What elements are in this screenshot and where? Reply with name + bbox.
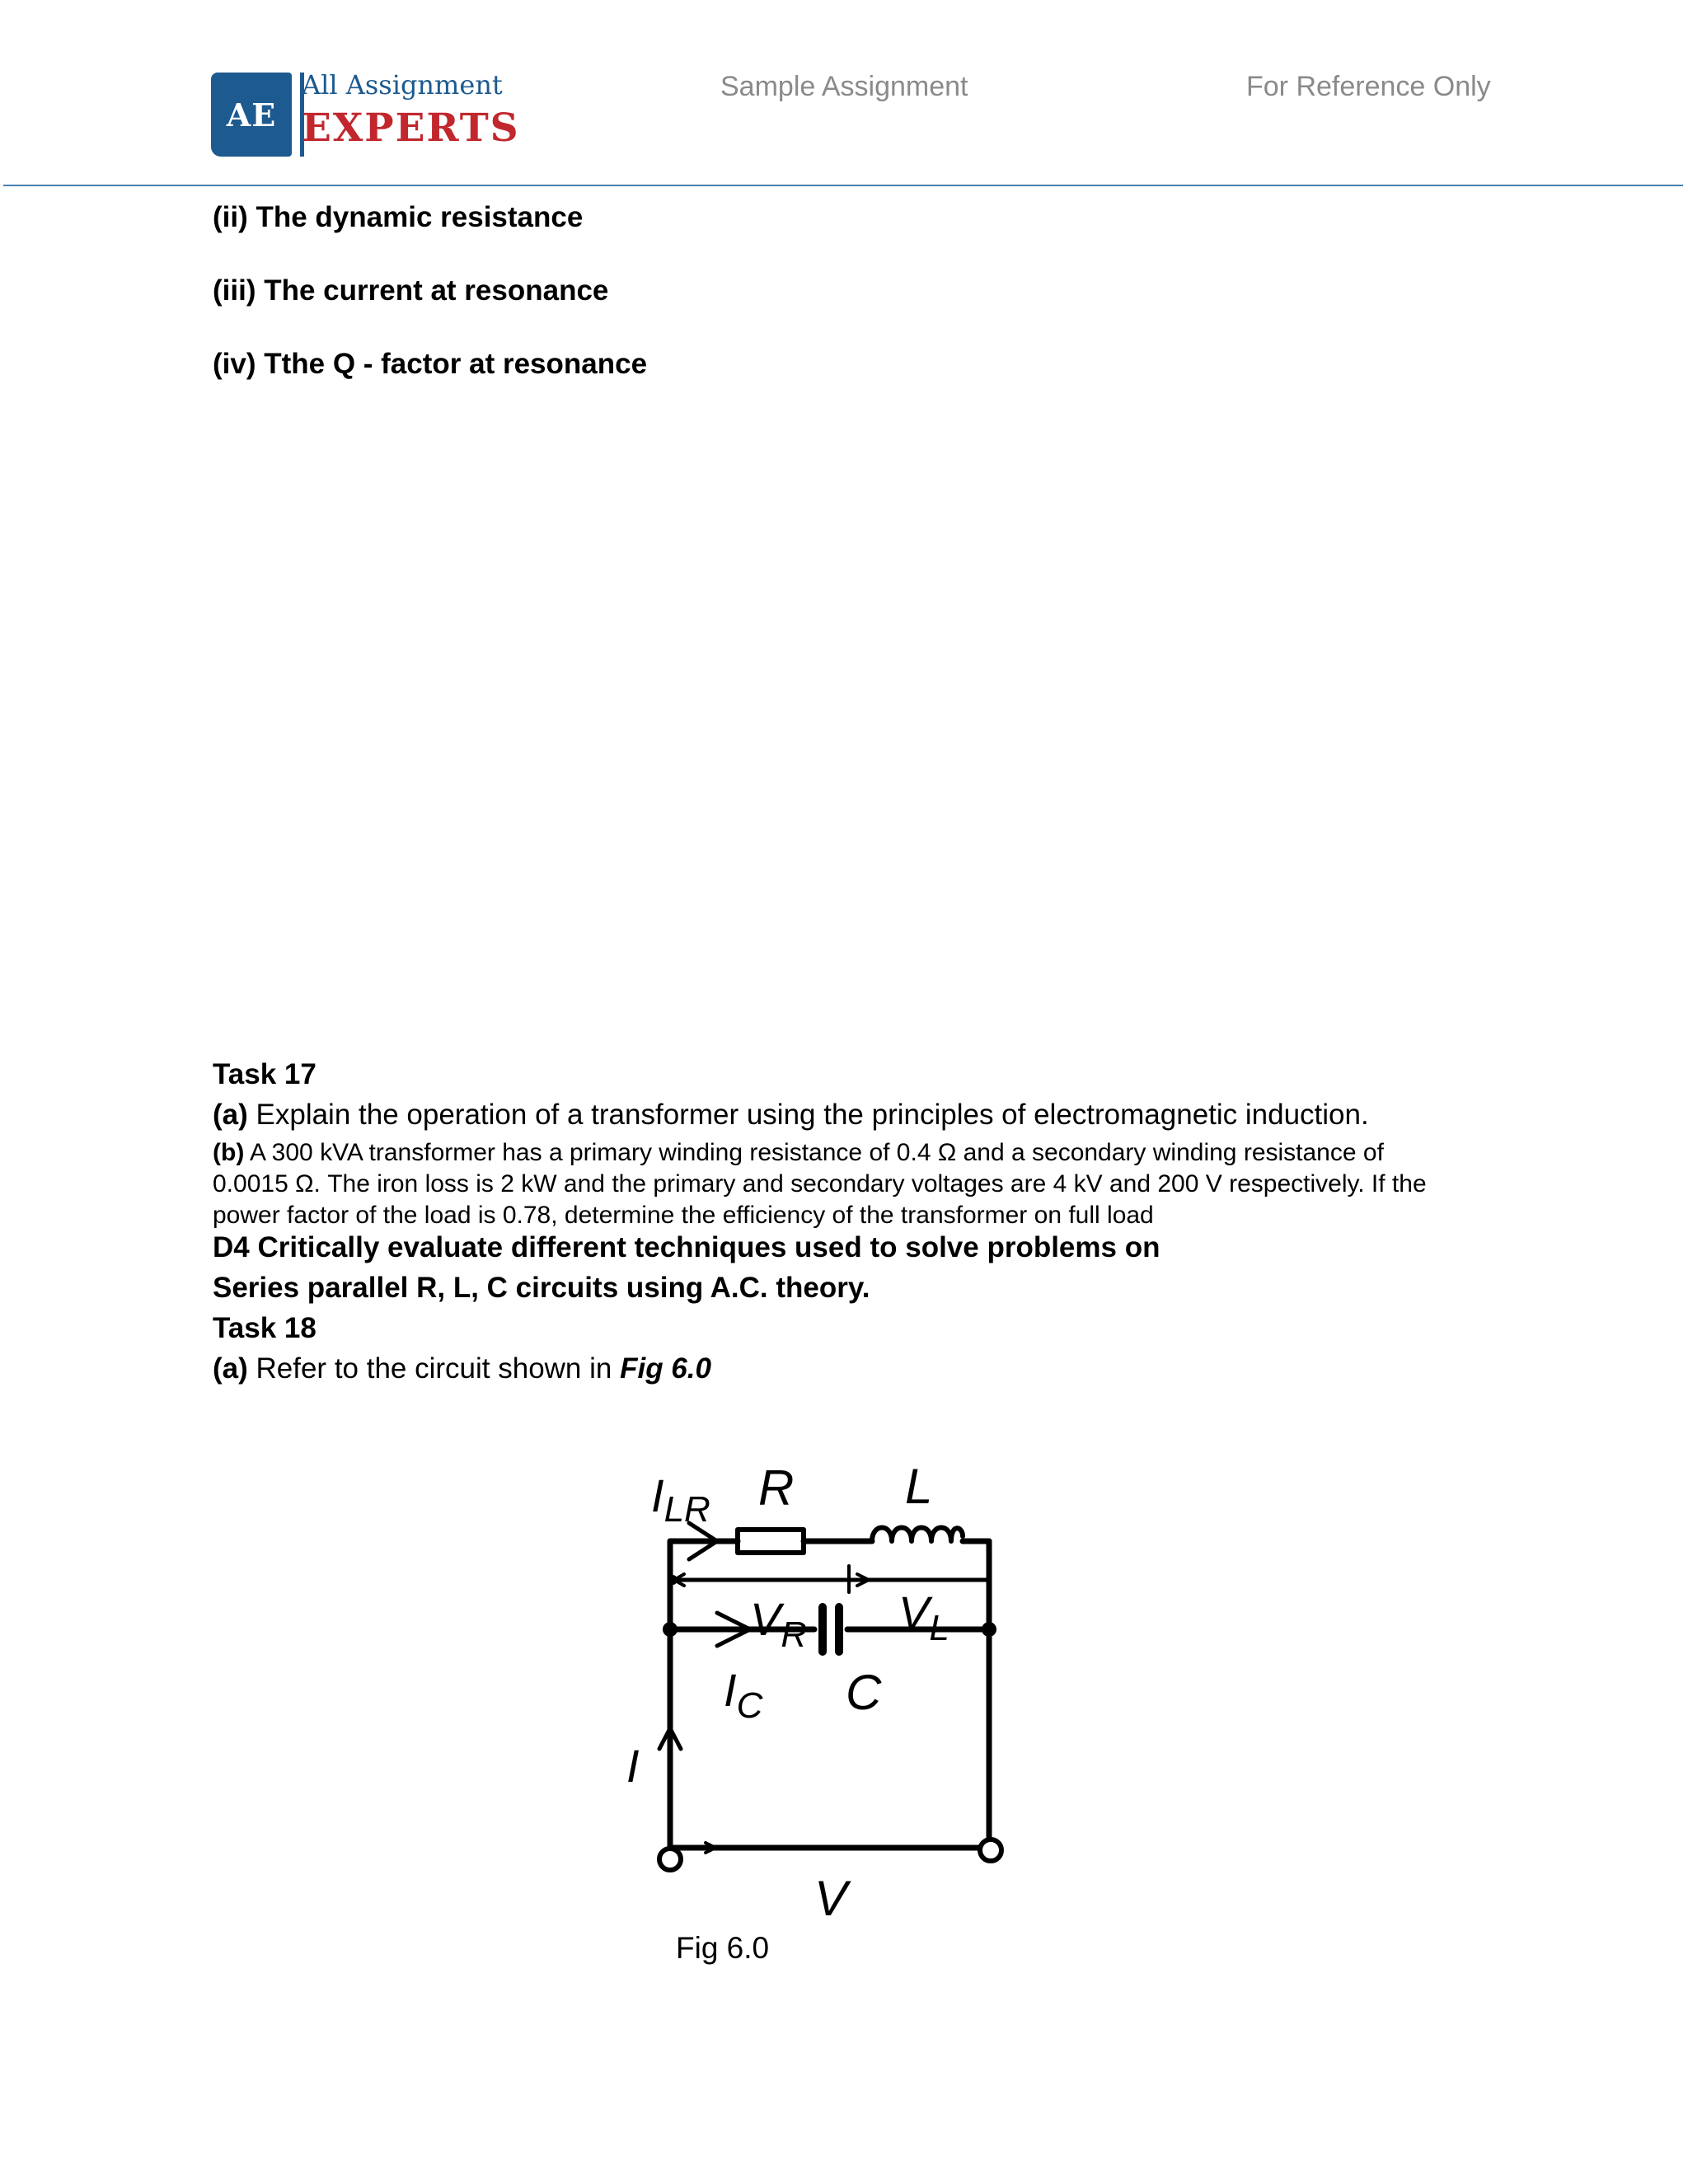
label-ilr: $I_{LR}$ (651, 1469, 710, 1530)
part-a-text: Explain the operation of a transformer using the principles of electromagnetic induction. (247, 1099, 1369, 1131)
junction-ref-left (668, 1575, 678, 1585)
d4-line-1: D4 Critically evaluate different techniques used to solve problems on (213, 1231, 1160, 1263)
part-b-line-2: 0.0015 Ω. The iron loss is 2 kW and the primary and secondary voltages are 4 kV and 200 V respectively. If the (213, 1170, 1427, 1197)
label-ic: $I_C$ (724, 1664, 763, 1726)
logo-mark: AE (211, 73, 292, 157)
label-l: L (905, 1459, 933, 1514)
header-rule (3, 185, 1683, 186)
question-iii: (iii) The current at resonance (213, 274, 609, 307)
label-vl: $V_L$ (898, 1586, 950, 1648)
label-v: V (814, 1871, 848, 1926)
question-iv: (iv) Tthe Q - factor at resonance (213, 348, 648, 380)
figure-reference: Fig 6.0 (620, 1352, 711, 1385)
label-i: I (626, 1740, 640, 1792)
page-header (0, 0, 1688, 188)
terminal-left (659, 1849, 681, 1870)
junction-left (663, 1622, 678, 1637)
label-r: R (758, 1460, 795, 1516)
part-b-prefix: (b) (213, 1139, 245, 1166)
task-17-part-b (213, 1137, 1427, 1231)
header-center-text: Sample Assignment (720, 71, 968, 102)
question-ii: (ii) The dynamic resistance (213, 201, 584, 233)
label-vr: $V_R$ (750, 1593, 808, 1655)
resistor-symbol (738, 1530, 804, 1553)
part-b-line-3: power factor of the load is 0.78, determine the efficiency of the transformer on full load (213, 1202, 1154, 1229)
logo-text-bottom: EXPERTS (302, 105, 520, 151)
d4-line-2: Series parallel R, L, C circuits using A.C. theory. (213, 1272, 870, 1304)
figure-caption: Fig 6.0 (676, 1931, 770, 1965)
logo-text-top: All Assignment (302, 69, 503, 101)
inductor-symbol (872, 1528, 963, 1542)
task-17-part-a (213, 1099, 1369, 1132)
terminal-right (980, 1840, 1001, 1861)
label-c: C (846, 1665, 882, 1720)
part-b-line-1 (213, 1137, 1427, 1169)
junction-right (982, 1622, 996, 1637)
task-18-a-prefix: (a) (213, 1352, 248, 1385)
task-17-heading: Task 17 (213, 1058, 316, 1090)
task-18-heading: Task 18 (213, 1312, 316, 1344)
part-b-text-1: A 300 kVA transformer has a primary winding resistance of 0.4 Ω and a secondary winding resistance of (244, 1139, 1384, 1166)
part-a-prefix: (a) (213, 1099, 248, 1131)
header-right-text: For Reference Only (1246, 71, 1491, 102)
task-18-part-a (213, 1352, 711, 1385)
circuit-diagram (610, 1444, 1236, 1930)
task-18-a-text: Refer to the circuit shown in (247, 1352, 621, 1385)
